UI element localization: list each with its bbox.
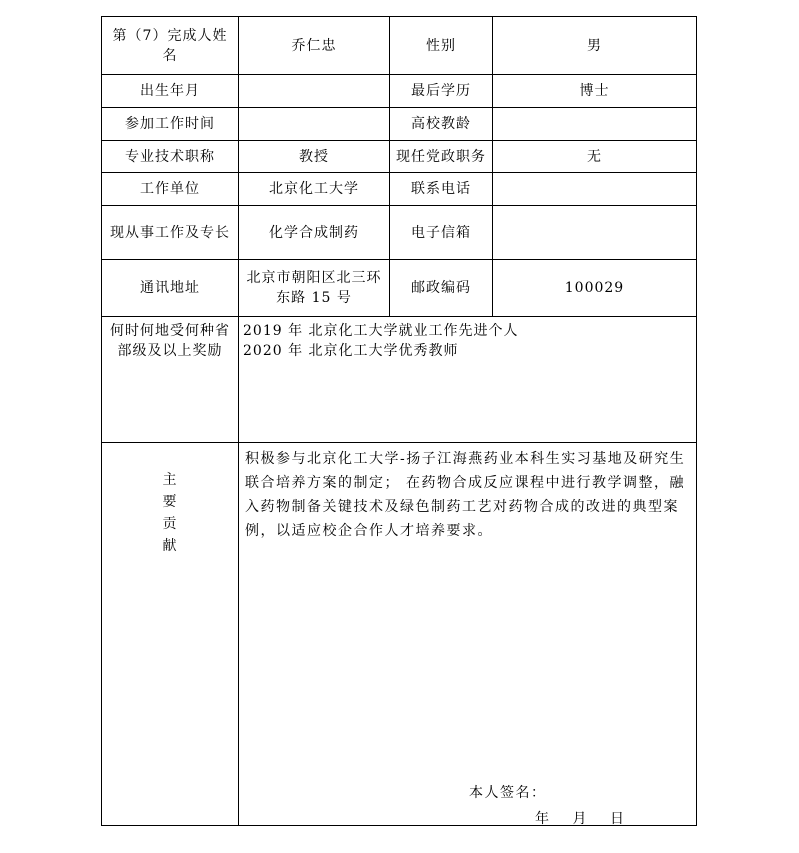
award-item: 2020 年 北京化工大学优秀教师 bbox=[243, 343, 459, 359]
label-admin-post: 现任党政职务 bbox=[390, 141, 493, 173]
row-birth bbox=[102, 75, 697, 108]
label-employer: 工作单位 bbox=[102, 173, 239, 206]
value-employer: 北京化工大学 bbox=[239, 173, 390, 206]
value-birth bbox=[239, 75, 390, 108]
label-address: 通讯地址 bbox=[102, 260, 239, 317]
row-work-start bbox=[102, 108, 697, 141]
row-address bbox=[102, 260, 697, 317]
value-teaching-years bbox=[493, 108, 697, 141]
label-contribution bbox=[102, 443, 239, 826]
label-email: 电子信箱 bbox=[390, 206, 493, 260]
value-specialty: 化学合成制药 bbox=[239, 206, 390, 260]
value-address: 北京市朝阳区北三环东路 15 号 bbox=[239, 260, 390, 317]
personnel-form-table bbox=[101, 16, 697, 826]
label-specialty: 现从事工作及专长 bbox=[102, 206, 239, 260]
date-month: 月 bbox=[572, 811, 588, 826]
row-employer bbox=[102, 173, 697, 206]
label-birth: 出生年月 bbox=[102, 75, 239, 108]
label-teaching-years: 高校教龄 bbox=[390, 108, 493, 141]
value-gender: 男 bbox=[493, 17, 697, 75]
contribution-text: 积极参与北京化工大学-扬子江海燕药业本科生实习基地及研究生联合培养方案的制定； 在药物合成反应课程中进行教学调整，融入药物制备关键技术及绿色制药工艺对药物合成的改进的典型案例，以适应校企合作人才培养要求。 bbox=[245, 451, 686, 539]
label-completer-name: 第（7）完成人姓名 bbox=[102, 17, 239, 75]
row-contribution bbox=[102, 443, 697, 826]
value-email bbox=[493, 206, 697, 260]
label-gender: 性别 bbox=[390, 17, 493, 75]
signature-date bbox=[535, 807, 648, 826]
label-education: 最后学历 bbox=[390, 75, 493, 108]
awards-cell bbox=[239, 317, 697, 443]
label-work-start: 参加工作时间 bbox=[102, 108, 239, 141]
label-phone: 联系电话 bbox=[390, 173, 493, 206]
value-name: 乔仁忠 bbox=[239, 17, 390, 75]
value-phone bbox=[493, 173, 697, 206]
value-education: 博士 bbox=[493, 75, 697, 108]
row-specialty bbox=[102, 206, 697, 260]
row-title bbox=[102, 141, 697, 173]
value-title: 教授 bbox=[239, 141, 390, 173]
award-item: 2019 年 北京化工大学就业工作先进个人 bbox=[243, 323, 519, 339]
date-year: 年 bbox=[535, 811, 551, 826]
value-work-start bbox=[239, 108, 390, 141]
label-postcode: 邮政编码 bbox=[390, 260, 493, 317]
value-admin-post: 无 bbox=[493, 141, 697, 173]
label-awards: 何时何地受何种省部级及以上奖励 bbox=[102, 317, 239, 443]
date-day: 日 bbox=[610, 811, 626, 826]
label-contribution-char: 要 bbox=[162, 494, 178, 510]
row-awards bbox=[102, 317, 697, 443]
contribution-cell bbox=[239, 443, 697, 826]
label-contribution-char: 献 bbox=[162, 538, 178, 554]
label-contribution-char: 贡 bbox=[162, 516, 178, 532]
row-name bbox=[102, 17, 697, 75]
label-title: 专业技术职称 bbox=[102, 141, 239, 173]
signature-label: 本人签名： bbox=[469, 785, 547, 801]
label-contribution-char: 主 bbox=[162, 472, 178, 488]
value-postcode: 100029 bbox=[493, 260, 697, 317]
